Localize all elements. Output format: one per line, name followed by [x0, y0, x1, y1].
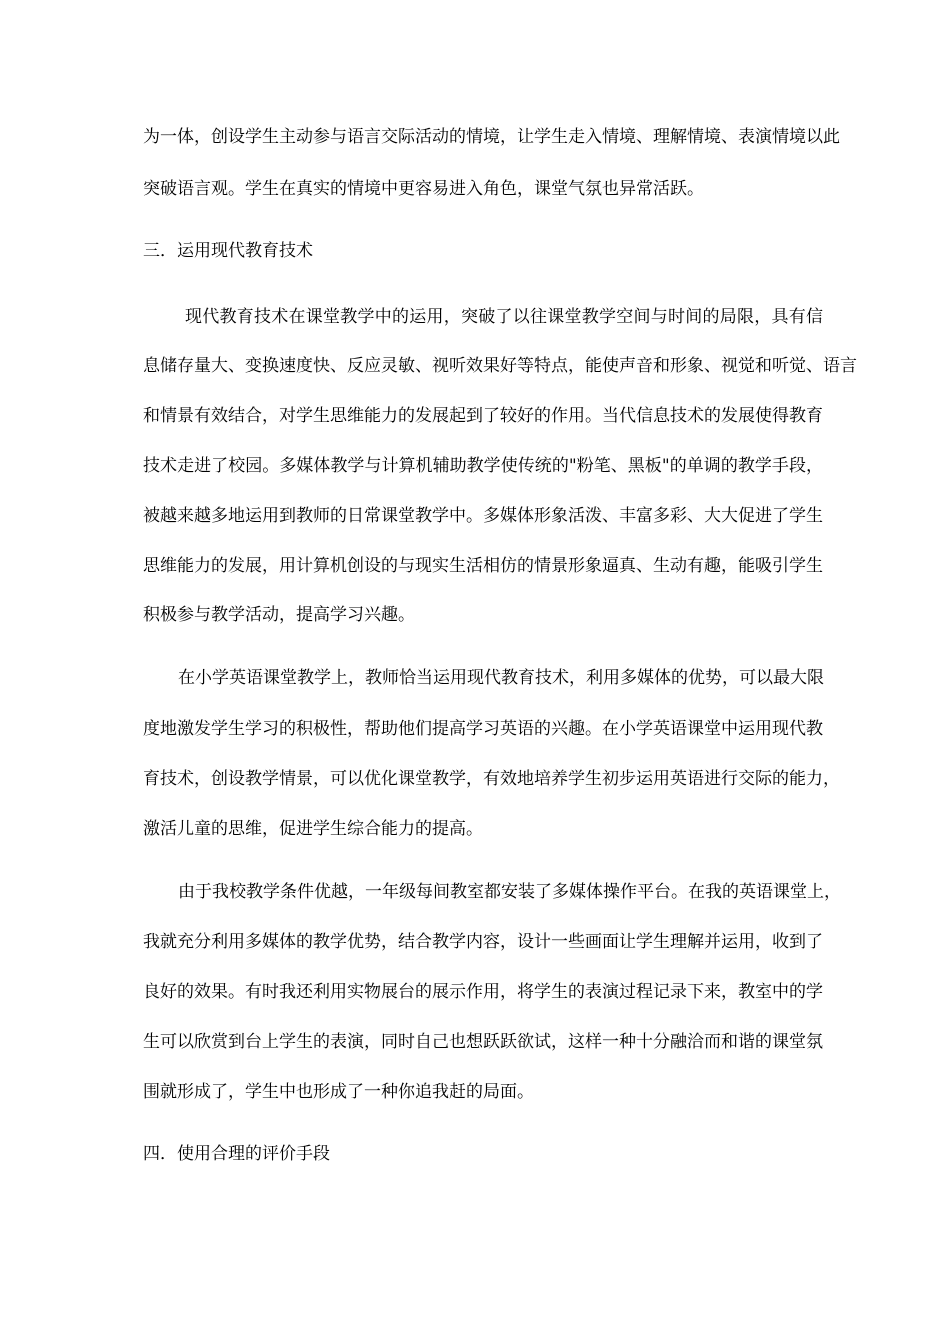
paragraph-line: 良好的效果。有时我还利用实物展台的展示作用，将学生的表演过程记录下来，教室中的学 — [143, 982, 823, 1002]
paragraph-line: 为一体，创设学生主动参与语言交际活动的情境，让学生走入情境、理解情境、表演情境以此 — [143, 127, 840, 147]
paragraph-line: 和情景有效结合，对学生思维能力的发展起到了较好的作用。当代信息技术的发展使得教育 — [143, 406, 823, 426]
paragraph-line: 在小学英语课堂教学上，教师恰当运用现代教育技术，利用多媒体的优势，可以最大限 — [178, 668, 824, 688]
section-heading: 四．使用合理的评价手段 — [143, 1144, 330, 1164]
paragraph-line: 由于我校教学条件优越，一年级每间教室都安装了多媒体操作平台。在我的英语课堂上， — [178, 882, 841, 902]
paragraph-line: 思维能力的发展，用计算机创设的与现实生活相仿的情景形象逼真、生动有趣，能吸引学生 — [143, 556, 823, 576]
paragraph-line: 突破语言观。学生在真实的情境中更容易进入角色，课堂气氛也异常活跃。 — [143, 179, 704, 199]
paragraph-line: 被越来越多地运用到教师的日常课堂教学中。多媒体形象活泼、丰富多彩、大大促进了学生 — [143, 506, 823, 526]
paragraph-line: 积极参与教学活动，提高学习兴趣。 — [143, 605, 415, 625]
paragraph-line: 围就形成了，学生中也形成了一种你追我赶的局面。 — [143, 1082, 534, 1102]
paragraph-line: 激活儿童的思维，促进学生综合能力的提高。 — [143, 819, 483, 839]
paragraph-line: 育技术，创设教学情景，可以优化课堂教学，有效地培养学生初步运用英语进行交际的能力， — [143, 769, 840, 789]
paragraph-line: 度地激发学生学习的积极性，帮助他们提高学习英语的兴趣。在小学英语课堂中运用现代教 — [143, 719, 823, 739]
paragraph-line: 生可以欣赏到台上学生的表演，同时自己也想跃跃欲试，这样一种十分融洽而和谐的课堂氛 — [143, 1032, 823, 1052]
paragraph-line: 息储存量大、变换速度快、反应灵敏、视听效果好等特点，能使声音和形象、视觉和听觉、语言 — [143, 356, 857, 376]
section-heading: 三．运用现代教育技术 — [143, 241, 313, 261]
paragraph-line: 我就充分利用多媒体的教学优势，结合教学内容，设计一些画面让学生理解并运用，收到了 — [143, 932, 823, 952]
paragraph-line: 现代教育技术在课堂教学中的运用，突破了以往课堂教学空间与时间的局限，具有信 — [185, 307, 823, 327]
paragraph-line: 技术走进了校园。多媒体教学与计算机辅助教学使传统的"粉笔、黑板"的单调的教学手段， — [143, 456, 823, 476]
